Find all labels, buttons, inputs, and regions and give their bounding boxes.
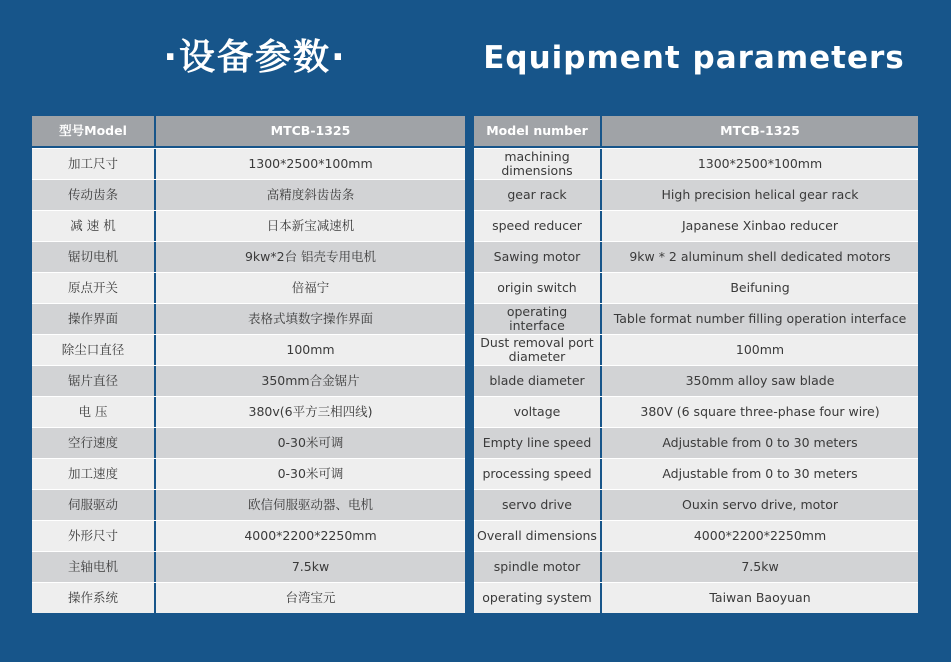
param-name: spindle motor bbox=[474, 552, 600, 582]
table-row bbox=[474, 520, 918, 551]
spec-table-chinese bbox=[32, 116, 465, 613]
table-row bbox=[474, 396, 918, 427]
table-row bbox=[32, 551, 465, 582]
param-name: speed reducer bbox=[474, 211, 600, 241]
param-name: 原点开关 bbox=[32, 273, 154, 303]
table-row bbox=[474, 241, 918, 272]
param-value: 高精度斜齿齿条 bbox=[156, 180, 465, 210]
table-row bbox=[32, 458, 465, 489]
table-row bbox=[32, 272, 465, 303]
table-row bbox=[32, 365, 465, 396]
param-value: 9kw * 2 aluminum shell dedicated motors bbox=[602, 242, 918, 272]
param-name: servo drive bbox=[474, 490, 600, 520]
param-value: High precision helical gear rack bbox=[602, 180, 918, 210]
param-value: 380V (6 square three-phase four wire) bbox=[602, 397, 918, 427]
param-value: Adjustable from 0 to 30 meters bbox=[602, 459, 918, 489]
header-model-value: MTCB-1325 bbox=[602, 116, 918, 146]
param-value: 350mm合金锯片 bbox=[156, 366, 465, 396]
table-row bbox=[474, 179, 918, 210]
table-header-row bbox=[32, 116, 465, 146]
param-value: 表格式填数字操作界面 bbox=[156, 304, 465, 334]
header-model-value: MTCB-1325 bbox=[156, 116, 465, 146]
param-name: 电 压 bbox=[32, 397, 154, 427]
param-name: 操作系统 bbox=[32, 583, 154, 613]
table-row bbox=[474, 365, 918, 396]
param-value: 倍福宁 bbox=[156, 273, 465, 303]
table-row bbox=[32, 303, 465, 334]
param-name: 外形尺寸 bbox=[32, 521, 154, 551]
header-model-label: 型号Model bbox=[32, 116, 154, 146]
param-value: Japanese Xinbao reducer bbox=[602, 211, 918, 241]
param-name: blade diameter bbox=[474, 366, 600, 396]
param-value: 日本新宝减速机 bbox=[156, 211, 465, 241]
param-value: 0-30米可调 bbox=[156, 428, 465, 458]
table-row bbox=[474, 334, 918, 365]
param-name: 锯片直径 bbox=[32, 366, 154, 396]
table-row bbox=[32, 489, 465, 520]
table-row bbox=[32, 520, 465, 551]
param-value: Beifuning bbox=[602, 273, 918, 303]
param-name: 传动齿条 bbox=[32, 180, 154, 210]
param-name: Sawing motor bbox=[474, 242, 600, 272]
param-value: Ouxin servo drive, motor bbox=[602, 490, 918, 520]
param-value: 台湾宝元 bbox=[156, 583, 465, 613]
param-value: Taiwan Baoyuan bbox=[602, 583, 918, 613]
table-row bbox=[474, 551, 918, 582]
table-row bbox=[32, 210, 465, 241]
param-name: Dust removal port diameter bbox=[474, 335, 600, 365]
param-name: 除尘口直径 bbox=[32, 335, 154, 365]
param-value: 7.5kw bbox=[602, 552, 918, 582]
param-value: Table format number filling operation interface bbox=[602, 304, 918, 334]
param-value: 100mm bbox=[602, 335, 918, 365]
param-name: 伺服驱动 bbox=[32, 490, 154, 520]
param-value: 1300*2500*100mm bbox=[156, 149, 465, 179]
param-name: operating system bbox=[474, 583, 600, 613]
table-row bbox=[474, 427, 918, 458]
param-name: 加工速度 bbox=[32, 459, 154, 489]
table-row bbox=[32, 241, 465, 272]
param-value: 9kw*2台 铝壳专用电机 bbox=[156, 242, 465, 272]
param-name: 锯切电机 bbox=[32, 242, 154, 272]
table-row bbox=[474, 489, 918, 520]
param-name: 操作界面 bbox=[32, 304, 154, 334]
spec-table-english bbox=[474, 116, 918, 613]
header-model-label: Model number bbox=[474, 116, 600, 146]
table-row bbox=[32, 148, 465, 179]
table-header-row bbox=[474, 116, 918, 146]
param-value: 7.5kw bbox=[156, 552, 465, 582]
param-name: gear rack bbox=[474, 180, 600, 210]
table-row bbox=[474, 148, 918, 179]
param-value: 0-30米可调 bbox=[156, 459, 465, 489]
param-name: Empty line speed bbox=[474, 428, 600, 458]
table-row bbox=[32, 582, 465, 613]
table-row bbox=[32, 179, 465, 210]
table-row bbox=[474, 210, 918, 241]
param-name: 主轴电机 bbox=[32, 552, 154, 582]
param-name: processing speed bbox=[474, 459, 600, 489]
page-title-chinese: ·设备参数· bbox=[163, 36, 347, 78]
param-value: 380v(6平方三相四线) bbox=[156, 397, 465, 427]
table-row bbox=[474, 272, 918, 303]
param-value: 4000*2200*2250mm bbox=[602, 521, 918, 551]
table-row bbox=[474, 582, 918, 613]
table-row bbox=[474, 303, 918, 334]
page-title-english: Equipment parameters bbox=[483, 40, 905, 76]
param-name: origin switch bbox=[474, 273, 600, 303]
param-name: Overall dimensions bbox=[474, 521, 600, 551]
table-row bbox=[474, 458, 918, 489]
param-value: 4000*2200*2250mm bbox=[156, 521, 465, 551]
param-name: operating interface bbox=[474, 304, 600, 334]
param-name: 减 速 机 bbox=[32, 211, 154, 241]
param-value: 1300*2500*100mm bbox=[602, 149, 918, 179]
param-name: machining dimensions bbox=[474, 149, 600, 179]
param-value: 350mm alloy saw blade bbox=[602, 366, 918, 396]
table-row bbox=[32, 396, 465, 427]
table-row bbox=[32, 427, 465, 458]
param-value: 欧信伺服驱动器、电机 bbox=[156, 490, 465, 520]
table-row bbox=[32, 334, 465, 365]
param-name: 加工尺寸 bbox=[32, 149, 154, 179]
param-name: voltage bbox=[474, 397, 600, 427]
param-value: 100mm bbox=[156, 335, 465, 365]
param-name: 空行速度 bbox=[32, 428, 154, 458]
param-value: Adjustable from 0 to 30 meters bbox=[602, 428, 918, 458]
